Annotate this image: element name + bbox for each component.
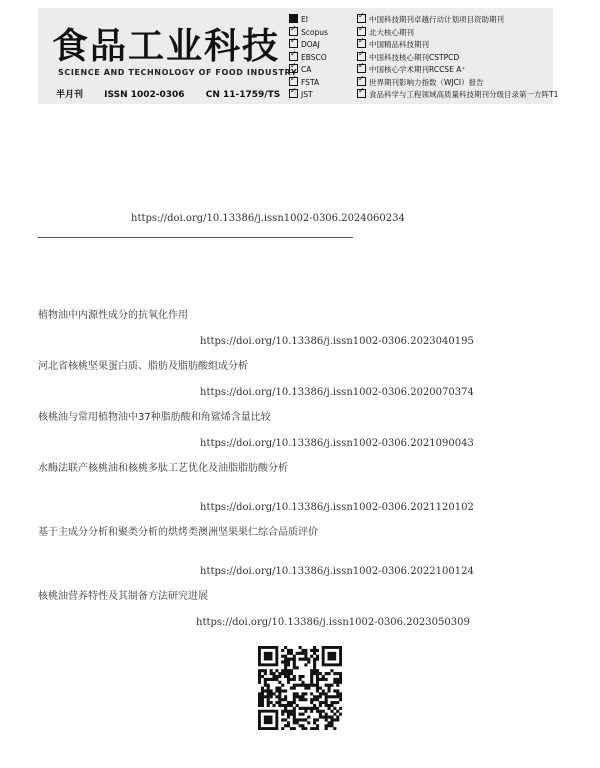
database-list [289,14,328,102]
frequency: 半月刊 [56,90,84,100]
divider [38,237,353,238]
index-list [357,14,558,102]
checkbox-checked-icon [289,89,298,98]
database-item: ✓JST [289,89,328,102]
reference-title: 基于主成分分析和聚类分析的烘烤类澳洲坚果果仁综合品质评价 [38,527,318,538]
qr-code-graphic [258,646,342,730]
index-item: ✓中国科技期刊卓越行动计划项目资助期刊 [357,14,558,27]
qr-code [258,646,342,730]
journal-subtitle: SCIENCE AND TECHNOLOGY OF FOOD INDUSTRY [58,68,298,77]
index-item: ✓中国科技核心期刊CSTPCD [357,52,558,65]
reference-doi-link[interactable]: https://doi.org/10.13386/j.issn1002-0306.2022100124 [200,566,474,577]
index-item: ✓食品科学与工程领域高质量科技期刊分级目录第一方阵T1 [357,89,558,102]
database-item: EI [289,14,328,27]
publication-info [56,87,298,100]
reference-title: 水酶法联产核桃油和核桃多肽工艺优化及油脂脂肪酸分析 [38,463,288,474]
issn: ISSN 1002-0306 [104,90,185,100]
cn-number: CN 11-1759/TS [205,90,281,100]
database-item: ✓EBSCO [289,52,328,65]
index-item: ✓中国核心学术期刊RCCSE A⁺ [357,64,558,77]
reference-doi-link[interactable]: https://doi.org/10.13386/j.issn1002-0306.2020070374 [200,387,474,398]
article-doi-link[interactable]: https://doi.org/10.13386/j.issn1002-0306.2024060234 [131,213,405,224]
index-item: ✓北大核心期刊 [357,27,558,40]
database-item: ✓CA [289,64,328,77]
database-item: ✓DOAJ [289,39,328,52]
index-item: ✓世界期刊影响力指数（WJCI）报告 [357,77,558,90]
qr-finder-pattern [258,646,278,666]
journal-title: 食品工业科技 [52,25,281,67]
qr-finder-pattern [322,646,342,666]
database-item: ✓Scopus [289,27,328,40]
reference-doi-link[interactable]: https://doi.org/10.13386/j.issn1002-0306.2023050309 [196,617,470,628]
reference-doi-link[interactable]: https://doi.org/10.13386/j.issn1002-0306.2023040195 [200,336,474,347]
reference-title: 核桃油营养特性及其制备方法研究进展 [38,591,208,602]
journal-header [38,8,559,104]
reference-title: 植物油中内源性成分的抗氧化作用 [38,310,188,321]
checkbox-checked-icon [357,89,366,98]
reference-doi-link[interactable]: https://doi.org/10.13386/j.issn1002-0306.2021120102 [200,502,474,513]
index-item: ✓中国精品科技期刊 [357,39,558,52]
reference-title: 河北省核桃坚果蛋白质、脂肪及脂肪酸组成分析 [38,361,248,372]
database-item: ✓FSTA [289,77,328,90]
qr-finder-pattern [258,710,278,730]
reference-doi-link[interactable]: https://doi.org/10.13386/j.issn1002-0306.2021090043 [200,438,474,449]
reference-title: 核桃油与常用植物油中37种脂肪酸和角鲨烯含量比较 [38,412,271,423]
